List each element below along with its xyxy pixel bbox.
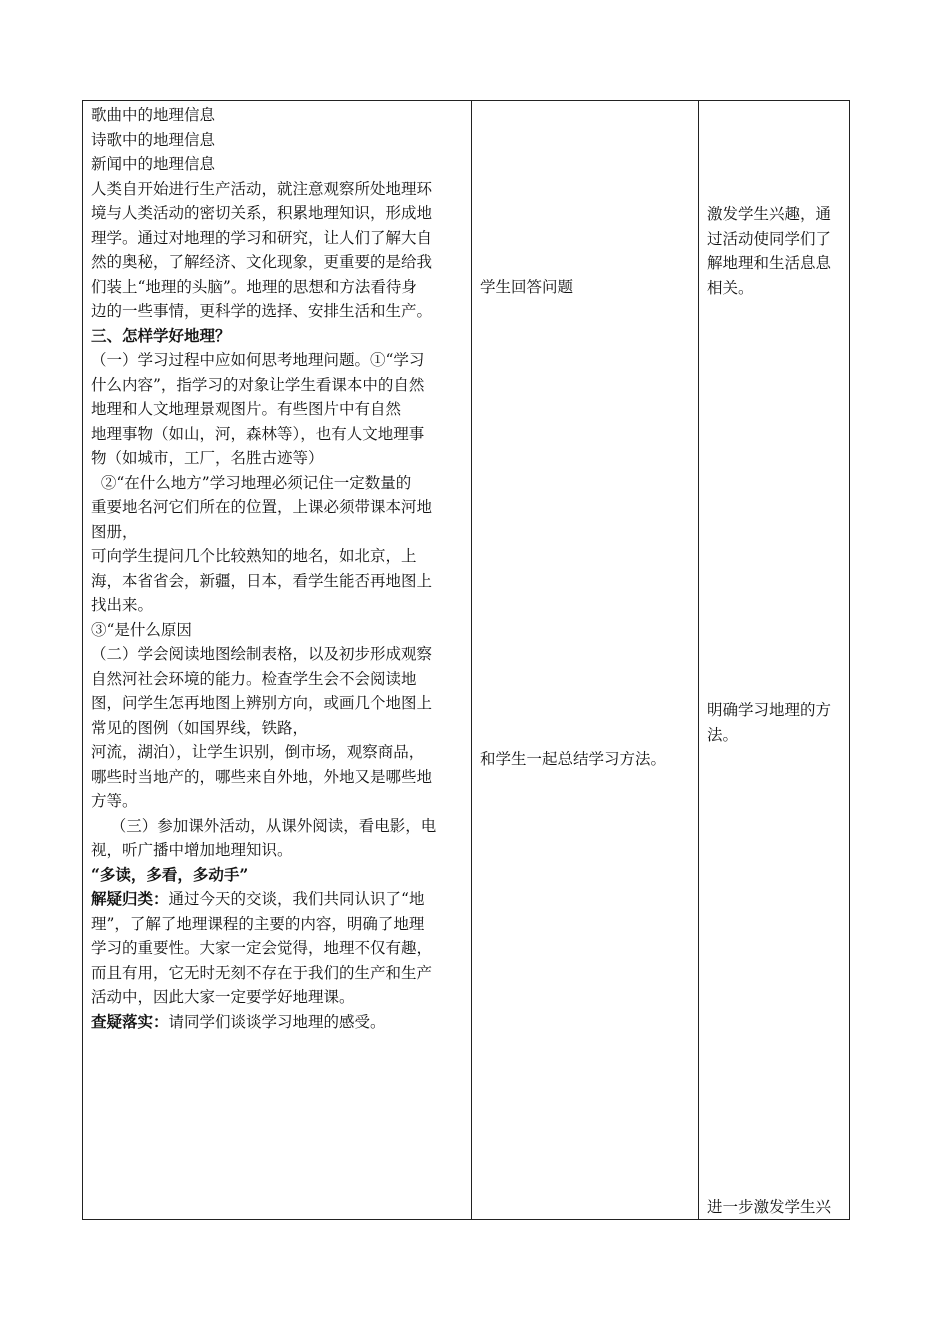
content-line: 可向学生提问几个比较熟知的地名，如北京，上	[91, 547, 417, 565]
further-intent: 进一步激发学生兴	[707, 1198, 832, 1216]
intent-line: 激发学生兴趣，通	[707, 205, 832, 223]
content-line: 自然河社会环境的能力。检查学生会不会阅读地	[91, 669, 417, 688]
lesson-table	[82, 100, 850, 1220]
content-line: 理学。通过对地理的学习和研究，让人们了解大自	[91, 228, 433, 247]
content-line: 学习的重要性。大家一定会觉得，地理不仅有趣，	[91, 939, 433, 957]
content-line: ③“是什么原因	[91, 620, 192, 639]
content-line: 理”，了解了地理课程的主要的内容，明确了地理	[91, 914, 425, 933]
content-line: 常见的图例（如国界线，铁路，	[91, 718, 309, 737]
content-line: ②“在什么地方”学习地理必须记住一定数量的	[91, 473, 412, 492]
content-line: 视，听广播中增加地理知识。	[91, 841, 293, 859]
content-line: 诗歌中的地理信息	[91, 130, 216, 149]
content-line: 什么内容”，指学习的对象让学生看课本中的自然	[91, 375, 425, 394]
content-line: 物（如城市，工厂，名胜古迹等）	[91, 449, 324, 467]
content-line	[91, 887, 463, 912]
student-answer-text: 学生回答问题	[480, 278, 574, 296]
section-label: 查疑落实：	[91, 1011, 169, 1031]
content-line: 地理和人文地理景观图片。有些图片中有自然	[91, 400, 402, 418]
content-line: 而且有用，它无时无刻不存在于我们的生产和生产	[91, 963, 433, 982]
method-intent	[707, 698, 831, 747]
student-activity-column	[472, 101, 698, 1219]
content-line: 找出来。	[91, 596, 154, 614]
content-line: 图，问学生怎再地图上辨别方向，或画几个地图上	[91, 694, 433, 712]
design-intent-column	[699, 101, 849, 1219]
content-line: 新闻中的地理信息	[91, 155, 216, 173]
content-line: “多读，多看，多动手”	[91, 864, 249, 884]
teaching-content-column	[83, 101, 471, 1219]
intent-line: 过活动使同学们了	[707, 229, 832, 248]
content-line: 人类自开始进行生产活动，就注意观察所处地理环	[91, 179, 433, 198]
content-line: 活动中，因此大家一定要学好地理课。	[91, 988, 355, 1006]
content-line: 图册，	[91, 522, 138, 541]
content-line: 们装上“地理的头脑”。地理的思想和方法看待身	[91, 277, 417, 296]
summary-method-text: 和学生一起总结学习方法。	[480, 750, 667, 768]
intent-line: 明确学习地理的方	[707, 701, 832, 719]
content-line: （三）参加课外活动，从课外阅读，看电影，电	[91, 816, 437, 835]
content-line	[91, 1010, 463, 1035]
line-text: 通过今天的交谈，我们共同认识了“地	[168, 890, 425, 908]
line-text: 请同学们谈谈学习地理的感受。	[168, 1012, 386, 1031]
content-line: 歌曲中的地理信息	[91, 106, 216, 124]
content-line: 方等。	[91, 792, 138, 810]
content-line: 重要地名河它们所在的位置，上课必须带课本河地	[91, 498, 433, 516]
content-line: 河流，湖泊），让学生识别，倒市场，观察商品，	[91, 743, 425, 761]
content-line: 三、怎样学好地理？	[91, 325, 231, 345]
intent-line: 相关。	[707, 278, 754, 297]
content-line: 边的一些事情，更科学的选择、安排生活和生产。	[91, 302, 433, 320]
section-label: 解疑归类：	[91, 889, 169, 908]
content-line: 哪些时当地产的，哪些来自外地，外地又是哪些地	[91, 767, 433, 786]
content-line: 然的奥秘，了解经济、文化现象，更重要的是给我	[91, 253, 433, 271]
content-line: （一）学习过程中应如何思考地理问题。①“学习	[91, 351, 425, 369]
content-line: 地理事物（如山，河，森林等），也有人文地理事	[91, 424, 425, 443]
interest-intent	[707, 202, 831, 300]
content-line: 海，本省省会，新疆，日本，看学生能否再地图上	[91, 571, 433, 590]
content-line: 境与人类活动的密切关系，积累地理知识，形成地	[91, 204, 433, 222]
content-line: （二）学会阅读地图绘制表格，以及初步形成观察	[91, 645, 433, 663]
intent-line: 法。	[707, 725, 739, 744]
intent-line: 解地理和生活息息	[707, 254, 832, 272]
